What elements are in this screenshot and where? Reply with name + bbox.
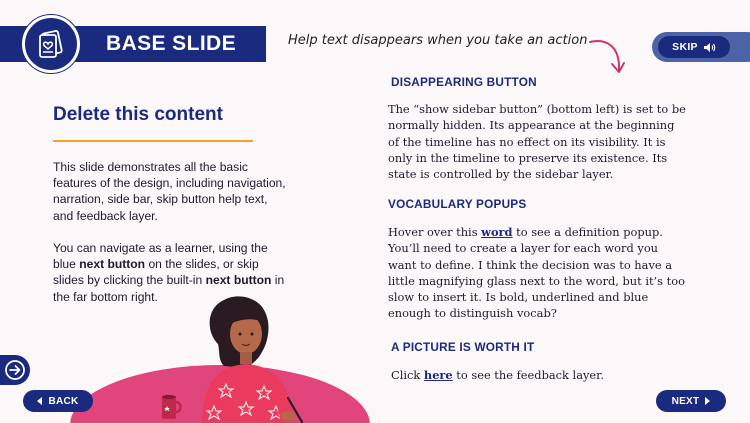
chevron-right-icon bbox=[704, 397, 710, 405]
show-sidebar-button[interactable] bbox=[0, 355, 30, 385]
chevron-left-icon bbox=[37, 397, 43, 405]
curved-arrow-icon bbox=[586, 36, 630, 80]
section-heading-picture: A PICTURE IS WORTH IT bbox=[391, 340, 535, 354]
arrow-right-circle-icon bbox=[4, 359, 26, 381]
content-heading: Delete this content bbox=[53, 104, 223, 125]
section-text-disappearing-button: The “show sidebar button” (bottom left) is set to be normally hidden. Its appearance at the beginning of the timeline has no effect on its visibility. It is only in the timeline to preserve its existence. Its state is controlled by the sidebar layer. bbox=[388, 102, 686, 182]
text-segment: Click bbox=[391, 368, 424, 382]
next-label: NEXT bbox=[671, 395, 700, 407]
woman-writing-illustration bbox=[176, 294, 316, 423]
text-segment: You can navigate as a learner, using the blue bbox=[53, 241, 268, 272]
mug-illustration bbox=[160, 393, 182, 421]
text-segment: to see a definition popup. You’ll need to create a layer for each word you want to define. I think the decision was to have a little magnifying glass next to the word, but it’s too slow to insert it. Is bold, underlined and blue enough to distinguish vocab? bbox=[388, 225, 685, 321]
section-heading-vocabulary: VOCABULARY POPUPS bbox=[388, 197, 527, 211]
next-button[interactable] bbox=[656, 390, 726, 412]
text-segment: in the far bottom right. bbox=[53, 273, 285, 304]
bold-term: next button bbox=[205, 273, 272, 288]
help-text: Help text disappears when you take an action bbox=[288, 33, 588, 48]
bold-term: next button bbox=[79, 257, 146, 272]
text-segment: Hover over this bbox=[388, 225, 482, 239]
skip-label: SKIP bbox=[672, 41, 698, 53]
clipboard-heart-icon bbox=[34, 27, 68, 61]
speaker-icon bbox=[703, 42, 716, 53]
slide-title: BASE SLIDE bbox=[106, 32, 237, 55]
back-label: BACK bbox=[48, 395, 79, 407]
section-text-picture bbox=[391, 367, 691, 383]
section-text-vocabulary bbox=[388, 224, 688, 322]
vocab-word-link[interactable]: word bbox=[481, 225, 513, 239]
back-button[interactable] bbox=[23, 390, 93, 412]
text-segment: to see the feedback layer. bbox=[452, 368, 604, 382]
heading-underline bbox=[53, 140, 253, 142]
skip-button[interactable] bbox=[658, 36, 730, 58]
text-segment: on the slides, or skip slides by clicking the built-in bbox=[53, 257, 259, 288]
feedback-link[interactable]: here bbox=[423, 368, 453, 382]
intro-paragraph: This slide demonstrates all the basic features of the design, including navigation, narration, side bar, skip button help text, and feedback layer. bbox=[53, 160, 286, 223]
logo-badge bbox=[22, 15, 80, 73]
section-heading-disappearing-button: DISAPPEARING BUTTON bbox=[391, 75, 537, 89]
